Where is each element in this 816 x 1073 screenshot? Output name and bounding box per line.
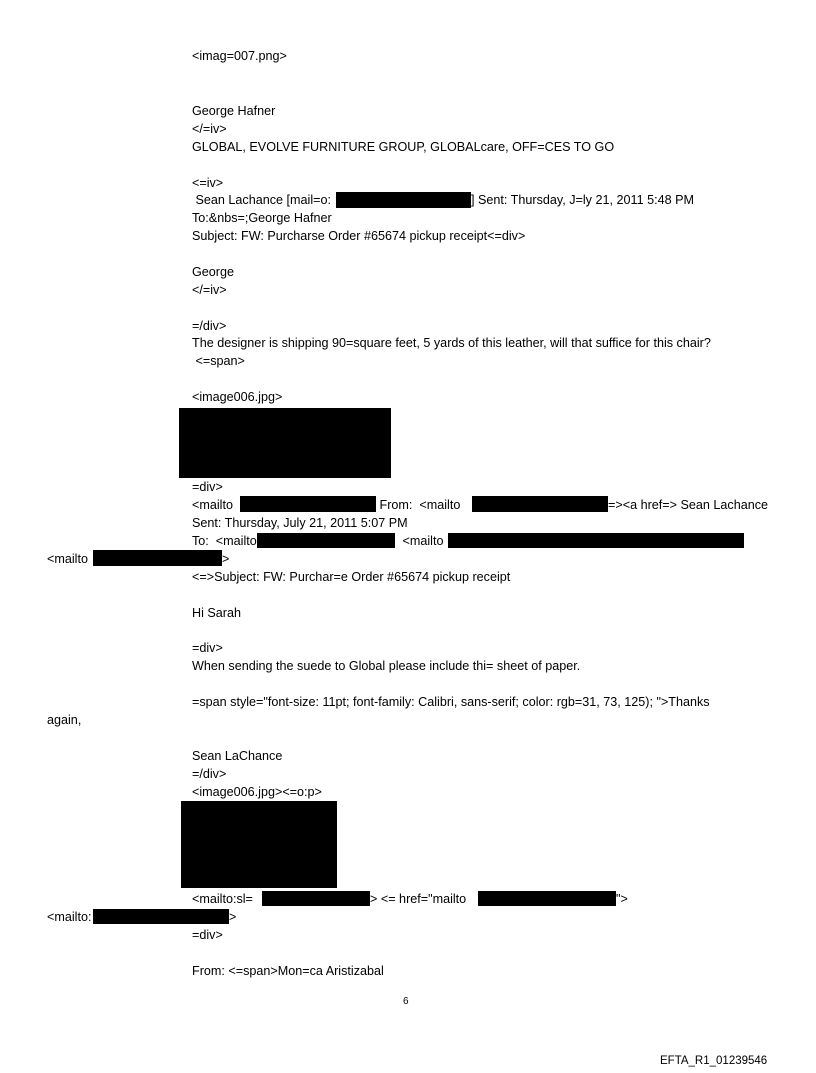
markup-line: >: [229, 910, 237, 924]
email-sent-line: ] Sent: Thursday, J=ly 21, 2011 5:48 PM: [471, 193, 694, 207]
image-reference-line: <image006.jpg>: [192, 390, 283, 404]
body-text-line: When sending the suede to Global please include thi= sheet of paper.: [192, 659, 581, 673]
email-subject-line: Subject: FW: Purcharse Order #65674 pickup receipt<=div>: [192, 229, 526, 243]
markup-line: >: [222, 552, 230, 566]
mailto-line: <mailto:: [47, 910, 92, 924]
signature-company: GLOBAL, EVOLVE FURNITURE GROUP, GLOBALcare, OFF=CES TO GO: [192, 140, 615, 154]
email-to-line: To: <mailto: [192, 534, 257, 548]
signature-name: George Hafner: [192, 104, 276, 118]
body-text-line: again,: [47, 713, 82, 727]
markup-line: </=iv>: [192, 122, 227, 136]
email-from-line: From: <mailto: [376, 498, 461, 512]
mailto-line: <mailto: [192, 498, 233, 512]
redaction-box: [448, 533, 744, 548]
markup-line: <=iv>: [192, 176, 224, 190]
email-to-line: To:&nbs=;George Hafner: [192, 211, 332, 225]
redaction-box: [336, 192, 471, 208]
redaction-box: [478, 891, 616, 906]
mailto-line: <mailto: [47, 552, 88, 566]
mailto-line: <mailto: [399, 534, 444, 548]
redaction-box: [472, 496, 608, 512]
email-from-line: From: <=span>Mon=ca Aristizabal: [192, 964, 384, 978]
email-from-line: Sean Lachance [mail=o:: [192, 193, 331, 207]
image-reference-line: <imag=007.png>: [192, 49, 287, 63]
body-text-line: The designer is shipping 90=square feet, 5 yards of this leather, will that suffice for this chair?: [192, 336, 711, 350]
markup-line: =div>: [192, 928, 223, 942]
redaction-box: [181, 801, 337, 888]
markup-line: ">: [616, 892, 628, 906]
email-subject-line: <=>Subject: FW: Purchar=e Order #65674 pickup receipt: [192, 570, 511, 584]
mailto-line: <mailto:sl=: [192, 892, 253, 906]
redaction-box: [262, 891, 370, 906]
redaction-box: [240, 496, 376, 512]
redaction-box: [257, 533, 395, 548]
redaction-box: [93, 909, 229, 924]
email-sent-line: Sent: Thursday, July 21, 2011 5:07 PM: [192, 516, 408, 530]
markup-line: =/div>: [192, 767, 227, 781]
redaction-box: [93, 550, 222, 566]
page-number: 6: [403, 996, 409, 1007]
greeting-line: George: [192, 265, 235, 279]
email-from-name: =><a href=> Sean Lachance: [608, 498, 769, 512]
markup-line: <=span>: [192, 354, 245, 368]
bates-number: EFTA_R1_01239546: [660, 1055, 768, 1067]
redaction-box: [179, 408, 391, 478]
body-text-line: =span style="font-size: 11pt; font-family: Calibri, sans-serif; color: rgb=31, 73, 125); ">Thanks: [192, 695, 710, 709]
markup-line: =/div>: [192, 319, 227, 333]
markup-line: > <= href="mailto: [370, 892, 467, 906]
greeting-line: Hi Sarah: [192, 606, 241, 620]
signature-name: Sean LaChance: [192, 749, 283, 763]
image-reference-line: <image006.jpg><=o:p>: [192, 785, 322, 799]
markup-line: =div>: [192, 641, 223, 655]
markup-line: =div>: [192, 480, 223, 494]
markup-line: </=iv>: [192, 283, 227, 297]
